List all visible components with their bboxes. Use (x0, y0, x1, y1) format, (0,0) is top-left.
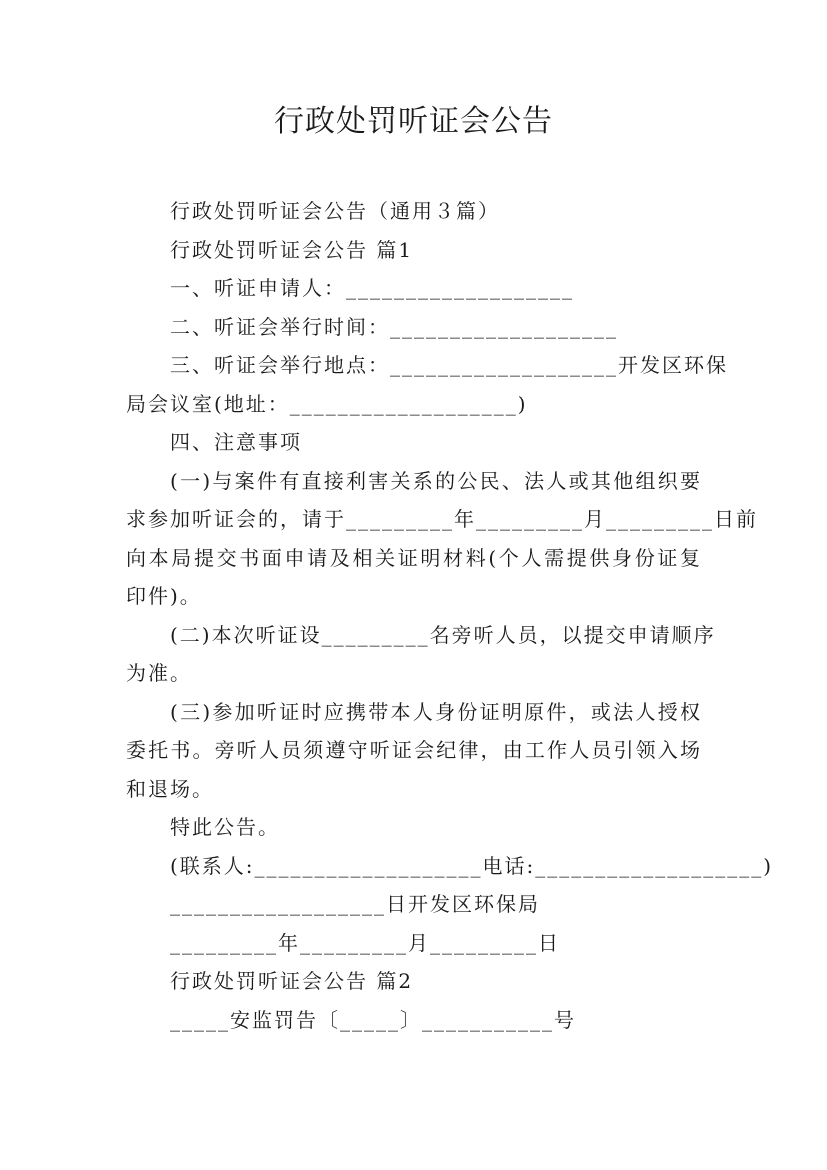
document-line: _________年_________月_________日 (170, 930, 560, 955)
document-line: (三)参加听证时应携带本人身份证明原件，或法人授权 (170, 699, 702, 724)
document-line: 为准。 (126, 661, 192, 685)
document-line: 行政处罚听证会公告（通用３篇） (170, 199, 500, 223)
document-line: 行政处罚听证会公告 篇1 (170, 237, 414, 262)
document-line: 局会议室(地址：___________________) (126, 391, 528, 416)
document-line: 向本局提交书面申请及相关证明材料(个人需提供身份证复 (126, 545, 702, 570)
document-line: (联系人:___________________电话:___________________) (170, 853, 774, 878)
document-line: 一、听证申请人：___________________ (170, 276, 574, 300)
document-line: 和退场。 (126, 776, 214, 801)
document-title: 行政处罚听证会公告 (274, 104, 553, 139)
document-line: 二、听证会举行时间：___________________ (170, 314, 618, 339)
document-body (126, 192, 774, 1039)
document-line: 求参加听证会的，请于_________年_________月_________日前 (126, 507, 758, 531)
document-line: _____安监罚告〔_____〕___________号 (170, 1007, 576, 1032)
document-line: 委托书。旁听人员须遵守听证会纪律，由工作人员引领入场 (126, 738, 702, 762)
document-line: __________________日开发区环保局 (170, 892, 540, 916)
document-line: 四、注意事项 (170, 430, 302, 454)
document-line: (二)本次听证设_________名旁听人员，以提交申请顺序 (170, 622, 716, 647)
document-line: 印件)。 (126, 584, 202, 608)
document-line: 特此公告。 (170, 815, 280, 839)
document-line: (一)与案件有直接利害关系的公民、法人或其他组织要 (170, 468, 702, 493)
document-line: 三、听证会举行地点：___________________开发区环保 (170, 353, 728, 377)
document-line: 行政处罚听证会公告 篇2 (170, 969, 414, 993)
